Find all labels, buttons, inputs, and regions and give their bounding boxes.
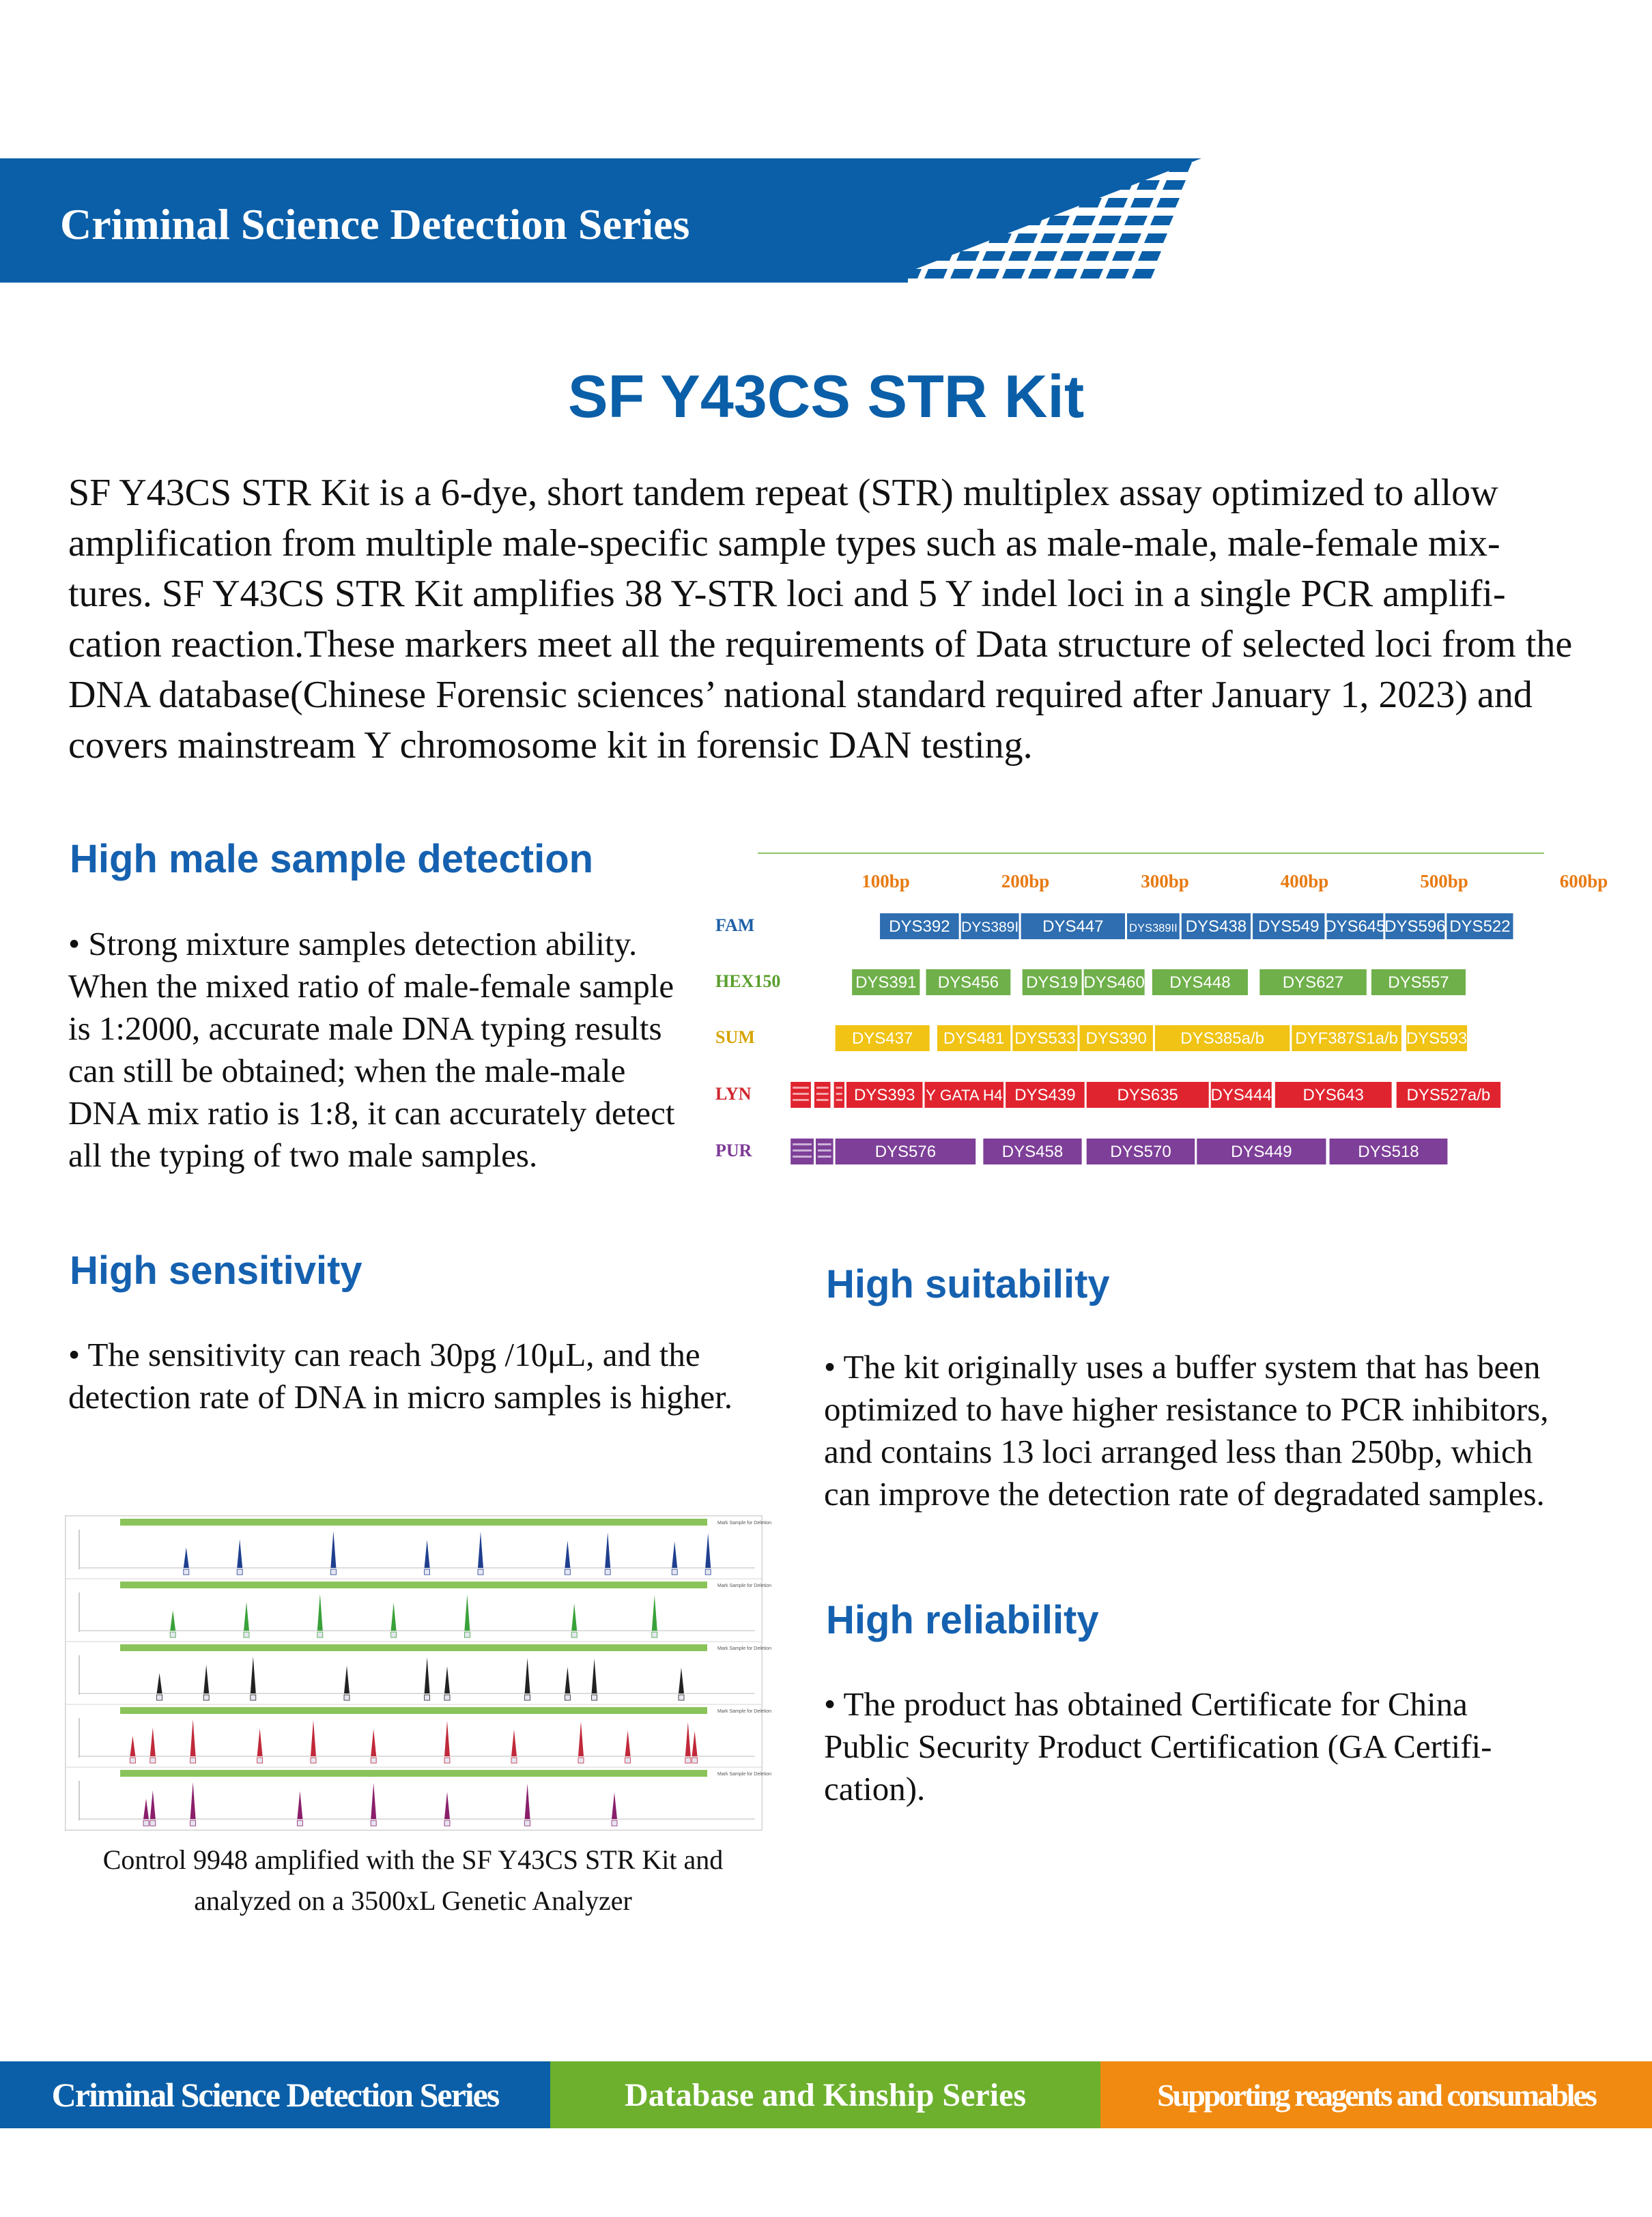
locus-micro-label <box>793 1149 812 1152</box>
text-line: • The sensitivity can reach 30pg /10μL, and the <box>68 1336 700 1373</box>
locus-label: DYS458 <box>1001 1143 1064 1161</box>
banner-stripe-dash <box>1040 233 1064 243</box>
locus-label: DYS389I <box>961 919 1019 935</box>
epg-allele-call <box>257 1758 263 1763</box>
footer-link-database-kinship[interactable]: Database and Kinship Series <box>550 2061 1100 2128</box>
banner-stripe-dash <box>1072 216 1096 225</box>
text-line: Public Security Product Certification (GA Certifi- <box>824 1728 1492 1765</box>
epg-allele-call <box>371 1758 376 1763</box>
epg-allele-call <box>685 1758 691 1763</box>
locus-micro-label <box>816 1087 829 1089</box>
locus-label: DYS438 <box>1185 917 1247 936</box>
banner-stripe-dash <box>924 269 948 278</box>
dye-label: FAM <box>715 915 755 935</box>
text-line: optimized to have higher resistance to PCR inhibitors, <box>824 1390 1549 1428</box>
locus-micro-label <box>793 1099 809 1101</box>
locus-label: DYS635 <box>1117 1086 1178 1104</box>
banner-stripe-dash <box>1080 269 1103 278</box>
epg-allele-call <box>157 1695 162 1700</box>
epg-allele-call <box>592 1695 597 1700</box>
heading-reliability: High reliability <box>826 1598 1099 1642</box>
text-line: and contains 13 loci arranged less than 250bp, which <box>824 1433 1533 1470</box>
locus-label: DYS481 <box>943 1029 1005 1048</box>
locus-label: DYS385a/b <box>1180 1029 1265 1048</box>
epg-allele-call <box>170 1632 175 1637</box>
epg-allele-call <box>444 1820 450 1826</box>
reliability-text <box>824 1683 1602 1810</box>
heading-suitability: High suitability <box>826 1262 1110 1306</box>
epg-allele-call <box>184 1569 189 1575</box>
locus-micro-label <box>836 1099 842 1101</box>
dye-label: HEX150 <box>715 971 781 991</box>
locus-label: DYS19 <box>1026 973 1079 992</box>
epg-allele-call <box>251 1695 256 1700</box>
locus-label: DYS389II <box>1129 921 1178 934</box>
electropherogram-image <box>65 1515 771 1831</box>
banner-stripe-dash <box>1106 269 1129 278</box>
epg-bin-bar <box>120 1519 707 1526</box>
locus-label: DYS456 <box>937 973 999 992</box>
locus-micro-label <box>816 1093 829 1095</box>
locus-micro-label <box>793 1093 809 1095</box>
epg-allele-call <box>692 1758 698 1763</box>
epg-allele-call <box>672 1569 677 1575</box>
text-line: • The product has obtained Certificate for China <box>824 1685 1468 1723</box>
text-line: is 1:2000, accurate male DNA typing results <box>68 1010 662 1047</box>
epg-allele-call <box>190 1820 196 1826</box>
locus-label: DYS444 <box>1210 1086 1272 1104</box>
epg-allele-call <box>391 1632 397 1637</box>
banner-stripe-dash <box>1028 269 1051 278</box>
epg-allele-call <box>330 1569 336 1575</box>
epg-allele-call <box>244 1632 249 1637</box>
locus-label: DYS549 <box>1258 917 1320 936</box>
epg-allele-call <box>511 1758 517 1763</box>
text-line: • The kit originally uses a buffer system that has been <box>824 1348 1541 1386</box>
text-line: When the mixed ratio of male-female sample <box>68 967 674 1005</box>
epg-bin-bar <box>120 1582 707 1588</box>
text-line: cation). <box>824 1770 926 1807</box>
banner-stripe-dash <box>1098 216 1122 225</box>
epg-allele-call <box>150 1758 156 1763</box>
epg-allele-call <box>150 1820 156 1826</box>
scale-tick-label: 100bp <box>861 871 910 891</box>
heading-sensitivity: High sensitivity <box>70 1248 362 1293</box>
banner-stripe-dash <box>1118 233 1141 243</box>
locus-label: DYS627 <box>1282 973 1344 992</box>
banner-stripe-dash <box>976 269 999 278</box>
product-intro: SF Y43CS STR Kit is a 6-dye, short tandem repeat (STR) multiplex assay optimized to allow amplification from multiple male-specific sample types such as male-male, male-female mix-tures. SF Y43CS STR Kit amplifies 38 Y-STR loci and 5 Y indel loci in a single PCR amplifi-cation reaction.These markers meet all the requirements of Data structure of selected loci from the DNA database(Chinese Forensic sciences’ national standard required after January 1, 2023) and covers mainstream Y chromosome kit in forensic DAN testing. <box>68 472 1573 767</box>
sensitivity-text <box>68 1334 785 1418</box>
product-title: SF Y43CS STR Kit <box>567 362 1085 430</box>
locus-label: DYS449 <box>1231 1143 1292 1161</box>
text-line: can improve the detection rate of degradated samples. <box>824 1475 1545 1513</box>
locus-micro-label <box>818 1149 831 1152</box>
locus-label: DYS390 <box>1085 1029 1147 1048</box>
text-line: all the typing of two male samples. <box>68 1136 538 1174</box>
loci-map <box>683 833 1608 1188</box>
epg-allele-call <box>478 1569 483 1575</box>
epg-allele-call <box>237 1569 242 1575</box>
scale-tick-label: 300bp <box>1141 871 1189 891</box>
epg-allele-call <box>565 1695 570 1700</box>
locus-label: DYS447 <box>1042 917 1104 936</box>
footer-link-criminal-science[interactable]: Criminal Science Detection Series <box>0 2061 550 2128</box>
epg-panel-label: Mark Sample for Deletion <box>717 1584 771 1588</box>
locus-micro-label <box>836 1093 842 1095</box>
banner-stripe-dash <box>1105 198 1128 208</box>
locus-label: DYS393 <box>854 1086 915 1104</box>
locus-micro-label <box>818 1156 831 1158</box>
banner-stripe-dash <box>1144 233 1167 243</box>
banner-stripe-dash <box>1066 233 1090 243</box>
scale-tick-label: 600bp <box>1559 871 1608 891</box>
scale-tick-label: 500bp <box>1420 871 1468 891</box>
locus-micro-label <box>793 1087 809 1089</box>
epg-allele-call <box>344 1695 350 1700</box>
banner-stripe-dash <box>950 269 973 278</box>
locus-label: Y GATA H4 <box>925 1087 1003 1104</box>
epg-panel-label: Mark Sample for Deletion <box>717 1646 771 1651</box>
epg-allele-call <box>571 1632 577 1637</box>
dye-label: SUM <box>715 1027 755 1047</box>
locus-micro-label <box>836 1087 842 1089</box>
suitability-text <box>824 1346 1602 1515</box>
banner-title: Criminal Science Detection Series <box>60 200 690 248</box>
banner-stripe-dash <box>982 251 1006 261</box>
banner-stripe-dash <box>1046 216 1070 225</box>
epg-panel-label: Mark Sample for Deletion <box>717 1772 771 1777</box>
epg-allele-call <box>525 1820 530 1826</box>
locus-label: DYS439 <box>1014 1086 1076 1104</box>
scale-tick-label: 200bp <box>1001 871 1050 891</box>
banner-stripe-dash <box>1156 198 1180 208</box>
locus-label: DYS593 <box>1406 1029 1468 1048</box>
epg-allele-call <box>425 1569 430 1575</box>
locus-label: DYF387S1a/b <box>1295 1029 1399 1048</box>
banner-stripe-pattern <box>881 158 1201 288</box>
banner-stripe-dash <box>1112 251 1135 261</box>
epg-allele-call <box>652 1632 657 1637</box>
epg-allele-call <box>605 1569 610 1575</box>
epg-bin-bar <box>120 1707 707 1714</box>
locus-label: DYS645 <box>1324 917 1386 936</box>
banner-stripe-dash <box>1132 269 1155 278</box>
dye-label: PUR <box>715 1141 752 1160</box>
locus-micro-label <box>816 1099 829 1101</box>
banner-stripe-dash <box>1054 269 1077 278</box>
locus-label: DYS557 <box>1388 973 1449 992</box>
epg-allele-call <box>464 1632 470 1637</box>
banner-stripe-dash <box>1008 251 1031 261</box>
locus-label: DYS522 <box>1449 917 1511 936</box>
epg-allele-call <box>705 1569 711 1575</box>
locus-micro-label <box>818 1143 831 1145</box>
epg-allele-call <box>444 1758 450 1763</box>
banner-stripe-dash <box>1092 233 1115 243</box>
male-detection-text <box>68 923 696 1177</box>
text-line: can still be obtained; when the male-male <box>68 1052 626 1089</box>
caption-line: analyzed on a 3500xL Genetic Analyzer <box>194 1885 632 1916</box>
banner-stripe-dash <box>1002 269 1025 278</box>
epg-allele-call <box>203 1695 209 1700</box>
locus-label: DYS527a/b <box>1406 1086 1491 1104</box>
text-line: DNA mix ratio is 1:8, it can accurately detect <box>68 1094 675 1132</box>
epg-allele-call <box>297 1820 302 1826</box>
locus-label: DYS437 <box>851 1029 913 1048</box>
banner-stripe-dash <box>1060 251 1083 261</box>
banner-stripe-dash <box>1163 180 1186 190</box>
banner-stripe-dash <box>1138 251 1161 261</box>
epg-panel-label: Mark Sample for Deletion <box>717 1709 771 1714</box>
text-line: • Strong mixture samples detection ability. <box>68 925 638 962</box>
banner-stripe-dash <box>1086 251 1109 261</box>
epg-allele-call <box>311 1758 316 1763</box>
banner-stripe-dash <box>1014 233 1038 243</box>
epg-allele-call <box>679 1695 684 1700</box>
locus-label: DYS448 <box>1169 973 1231 992</box>
epg-allele-call <box>371 1820 376 1826</box>
epg-panel-label: Mark Sample for Deletion <box>717 1521 771 1526</box>
epg-allele-call <box>425 1695 430 1700</box>
epg-allele-call <box>625 1758 631 1763</box>
banner-stripe-dash <box>1034 251 1057 261</box>
banner-stripe-dash <box>1124 216 1148 225</box>
epg-bin-bar <box>120 1770 707 1777</box>
epg-allele-call <box>444 1695 450 1700</box>
locus-label: DYS576 <box>874 1143 937 1161</box>
locus-label: DYS460 <box>1083 973 1145 992</box>
locus-label: DYS643 <box>1302 1086 1364 1104</box>
dye-label: LYN <box>715 1084 752 1104</box>
text-line: detection rate of DNA in micro samples is higher. <box>68 1378 732 1416</box>
epg-allele-call <box>525 1695 530 1700</box>
epg-allele-call <box>578 1758 584 1763</box>
locus-micro-label <box>793 1143 812 1145</box>
figure-caption <box>65 1840 761 1921</box>
locus-label: DYS518 <box>1358 1143 1419 1161</box>
scale-tick-label: 400bp <box>1280 871 1329 891</box>
caption-line: Control 9948 amplified with the SF Y43CS STR Kit and <box>102 1844 724 1875</box>
banner-stripe-dash <box>956 251 980 261</box>
heading-male-detection: High male sample detection <box>70 837 594 881</box>
locus-label: DYS391 <box>855 973 917 992</box>
locus-micro-label <box>793 1156 812 1158</box>
epg-allele-call <box>565 1569 570 1575</box>
epg-allele-call <box>190 1758 196 1763</box>
epg-allele-call <box>612 1820 617 1826</box>
locus-label: DYS392 <box>889 917 950 936</box>
epg-allele-call <box>130 1758 135 1763</box>
epg-allele-call <box>317 1632 323 1637</box>
locus-label: DYS570 <box>1110 1143 1171 1161</box>
locus-label: DYS596 <box>1384 917 1446 936</box>
locus-label: DYS533 <box>1014 1029 1076 1048</box>
epg-allele-call <box>143 1820 149 1826</box>
epg-bin-bar <box>120 1644 707 1651</box>
footer-link-supporting-reagents[interactable]: Supporting reagents and consumables <box>1100 2061 1652 2128</box>
banner-stripe-dash <box>1150 216 1173 225</box>
banner-stripe-dash <box>1130 198 1154 208</box>
